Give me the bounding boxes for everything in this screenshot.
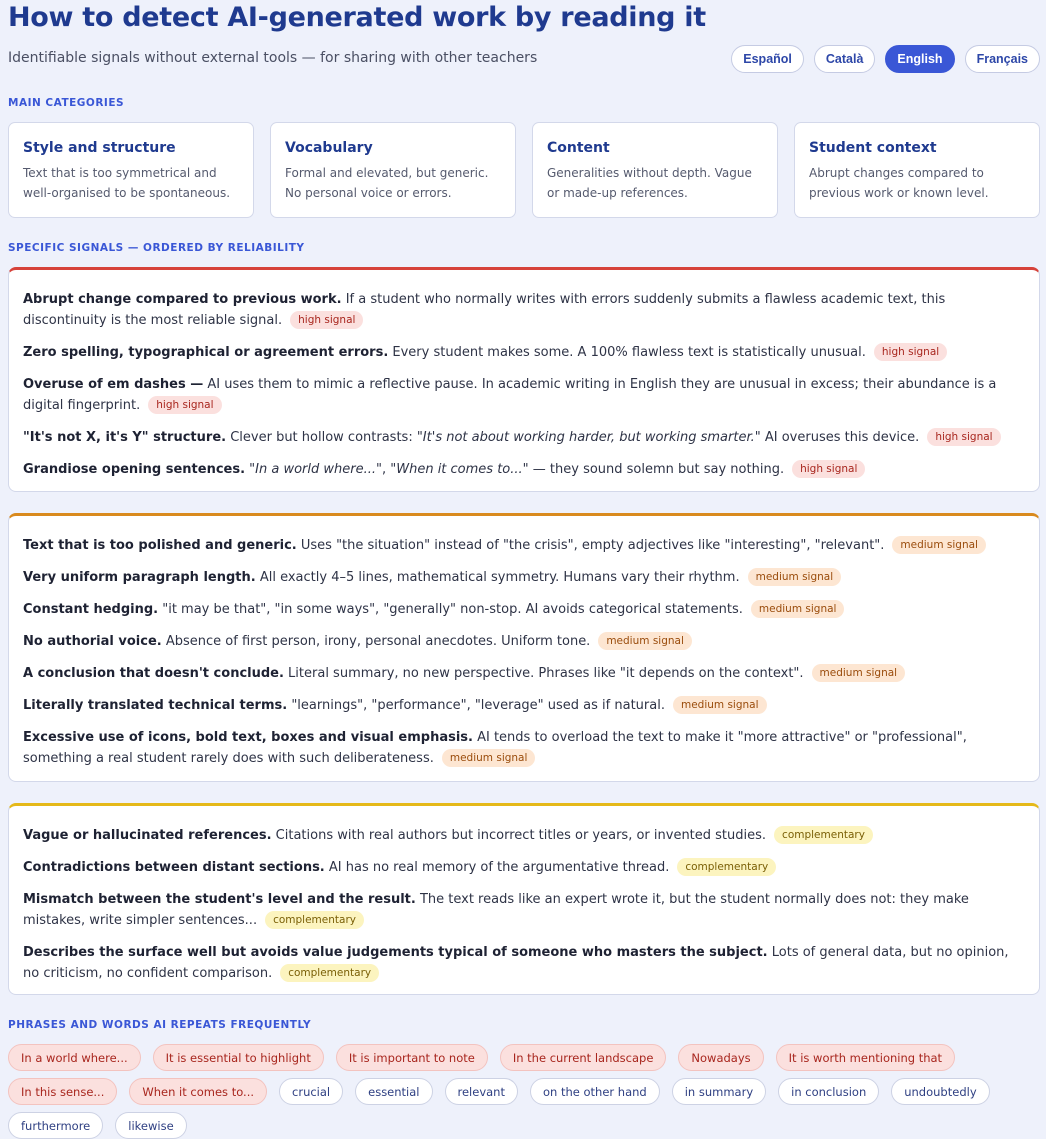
phrase-chip: In a world where... <box>8 1044 141 1071</box>
signal-title: No authorial voice. <box>23 634 162 649</box>
signal-text: Lots of general data, but no opinion, no criticism, no confident comparison. <box>23 945 1009 981</box>
signal-title: Abrupt change compared to previous work. <box>23 292 342 307</box>
signal-strength-badge: high signal <box>148 396 221 414</box>
signal-strength-badge: complementary <box>265 911 364 929</box>
signals-heading: SPECIFIC SIGNALS — ORDERED BY RELIABILITY <box>8 242 305 254</box>
category-card-style <box>8 122 254 218</box>
page-title: How to detect AI-generated work by reading it <box>8 2 706 33</box>
signal-title: Excessive use of icons, bold text, boxes and visual emphasis. <box>23 730 473 745</box>
signal-title: Grandiose opening sentences. <box>23 462 246 477</box>
signal-title: Very uniform paragraph length. <box>23 570 256 585</box>
signal-item <box>23 825 1025 846</box>
category-title: Style and structure <box>23 140 176 156</box>
signal-item <box>23 942 1025 984</box>
phrase-chip: It is essential to highlight <box>153 1044 324 1071</box>
signal-item <box>23 427 1025 448</box>
signal-strength-badge: medium signal <box>442 749 536 767</box>
signal-item <box>23 663 1025 684</box>
signal-item <box>23 631 1025 652</box>
signal-text: Every student makes some. A 100% flawless text is statistically unusual. <box>388 345 866 360</box>
signal-item <box>23 289 1025 331</box>
signal-title: Mismatch between the student's level and the result. <box>23 892 416 907</box>
signal-strength-badge: high signal <box>290 311 363 329</box>
signal-strength-badge: high signal <box>874 343 947 361</box>
category-title: Vocabulary <box>285 140 373 156</box>
word-chip: on the other hand <box>530 1078 660 1105</box>
signal-example: "When it comes to..." <box>390 462 529 477</box>
category-card-student-context <box>794 122 1040 218</box>
signal-text: "it may be that", "in some ways", "generally" non-stop. AI avoids categorical statements. <box>158 602 743 617</box>
signal-title: Zero spelling, typographical or agreement errors. <box>23 345 389 360</box>
signal-item <box>23 599 1025 620</box>
signal-text: Clever but hollow contrasts: <box>226 430 417 445</box>
signal-text: Uses "the situation" instead of "the crisis", empty adjectives like "interesting", "relevant". <box>296 538 885 553</box>
signal-title: A conclusion that doesn't conclude. <box>23 666 284 681</box>
category-title: Content <box>547 140 610 156</box>
phrase-chips <box>8 1044 1040 1139</box>
signal-strength-badge: complementary <box>677 858 776 876</box>
signal-item <box>23 374 1025 416</box>
signal-text: — they sound solemn but say nothing. <box>528 462 785 477</box>
signal-text: AI overuses this device. <box>760 430 920 445</box>
word-chip: furthermore <box>8 1112 103 1139</box>
phrase-chip: Nowadays <box>678 1044 763 1071</box>
signal-item <box>23 889 1025 931</box>
signal-strength-badge: complementary <box>280 964 379 982</box>
signal-title: Overuse of em dashes — <box>23 377 204 392</box>
lang-button-fr[interactable]: Français <box>965 45 1040 73</box>
category-description: Generalities without depth. Vague or made-up references. <box>547 166 752 200</box>
word-chip: in summary <box>672 1078 766 1105</box>
signal-title: Constant hedging. <box>23 602 159 617</box>
signal-text: Literal summary, no new perspective. Phrases like "it depends on the context". <box>283 666 804 681</box>
signal-strength-badge: medium signal <box>812 664 906 682</box>
word-chip: undoubtedly <box>891 1078 989 1105</box>
signal-item <box>23 695 1025 716</box>
signal-text: Citations with real authors but incorrect titles or years, or invented studies. <box>271 828 767 843</box>
category-title: Student context <box>809 140 937 156</box>
category-description: Abrupt changes compared to previous work or known level. <box>809 166 989 200</box>
complementary-signal-group <box>8 803 1040 995</box>
signal-text: AI tends to overload the text to make it "more attractive" or "professional", something a real student rarely does with such deliberateness. <box>23 730 967 766</box>
signal-text: The text reads like an expert wrote it, but the student normally does not: they make mistakes, write simpler sentences... <box>23 892 969 928</box>
page-subtitle: Identifiable signals without external tools — for sharing with other teachers <box>8 50 538 66</box>
signal-strength-badge: medium signal <box>673 696 767 714</box>
signal-example: "It's not about working harder, but working smarter." <box>416 430 761 445</box>
signal-title: Vague or hallucinated references. <box>23 828 272 843</box>
signal-text: "learnings", "performance", "leverage" used as if natural. <box>287 698 665 713</box>
lang-button-en[interactable]: English <box>885 45 954 73</box>
category-card-vocabulary <box>270 122 516 218</box>
category-description: Formal and elevated, but generic. No personal voice or errors. <box>285 166 489 200</box>
category-description: Text that is too symmetrical and well-organised to be spontaneous. <box>23 166 231 200</box>
signal-title: Describes the surface well but avoids value judgements typical of someone who masters the subject. <box>23 945 768 960</box>
signal-item <box>23 342 1025 363</box>
categories-grid <box>8 122 1040 218</box>
signal-text: Absence of first person, irony, personal anecdotes. Uniform tone. <box>161 634 591 649</box>
phrase-chip: In this sense... <box>8 1078 117 1105</box>
phrase-chip: In the current landscape <box>500 1044 667 1071</box>
signal-item <box>23 857 1025 878</box>
language-switcher <box>731 45 1040 73</box>
categories-heading: MAIN CATEGORIES <box>8 97 125 109</box>
signal-item <box>23 727 1025 769</box>
word-chip: crucial <box>279 1078 343 1105</box>
phrase-chip: It is worth mentioning that <box>776 1044 955 1071</box>
high-signal-group <box>8 267 1040 492</box>
word-chip: likewise <box>115 1112 186 1139</box>
signal-item <box>23 535 1025 556</box>
medium-signal-group <box>8 513 1040 782</box>
signal-strength-badge: high signal <box>927 428 1000 446</box>
word-chip: relevant <box>445 1078 518 1105</box>
signal-title: "It's not X, it's Y" structure. <box>23 430 227 445</box>
signal-text: , <box>381 462 391 477</box>
lang-button-ca[interactable]: Català <box>814 45 876 73</box>
signal-strength-badge: medium signal <box>748 568 842 586</box>
lang-button-es[interactable]: Español <box>731 45 804 73</box>
signal-strength-badge: medium signal <box>598 632 692 650</box>
signal-text: AI has no real memory of the argumentative thread. <box>324 860 670 875</box>
phrases-heading: PHRASES AND WORDS AI REPEATS FREQUENTLY <box>8 1019 312 1031</box>
signal-strength-badge: complementary <box>774 826 873 844</box>
signal-strength-badge: medium signal <box>751 600 845 618</box>
signal-item <box>23 459 1025 480</box>
signal-title: Contradictions between distant sections. <box>23 860 325 875</box>
category-card-content <box>532 122 778 218</box>
signal-title: Literally translated technical terms. <box>23 698 288 713</box>
signal-text: All exactly 4–5 lines, mathematical symmetry. Humans vary their rhythm. <box>255 570 740 585</box>
signal-title: Text that is too polished and generic. <box>23 538 297 553</box>
word-chip: in conclusion <box>778 1078 879 1105</box>
signal-example: "In a world where..." <box>249 462 382 477</box>
signal-item <box>23 567 1025 588</box>
signal-strength-badge: medium signal <box>892 536 986 554</box>
signal-strength-badge: high signal <box>792 460 865 478</box>
word-chip: essential <box>355 1078 432 1105</box>
signal-text: If a student who normally writes with errors suddenly submits a flawless academic text, this discontinuity is the most reliable signal. <box>23 292 946 328</box>
phrase-chip: It is important to note <box>336 1044 488 1071</box>
phrase-chip: When it comes to... <box>129 1078 267 1105</box>
signal-text: AI uses them to mimic a reflective pause. In academic writing in English they are unusual in excess; their abundance is a digital fingerprint. <box>23 377 997 413</box>
